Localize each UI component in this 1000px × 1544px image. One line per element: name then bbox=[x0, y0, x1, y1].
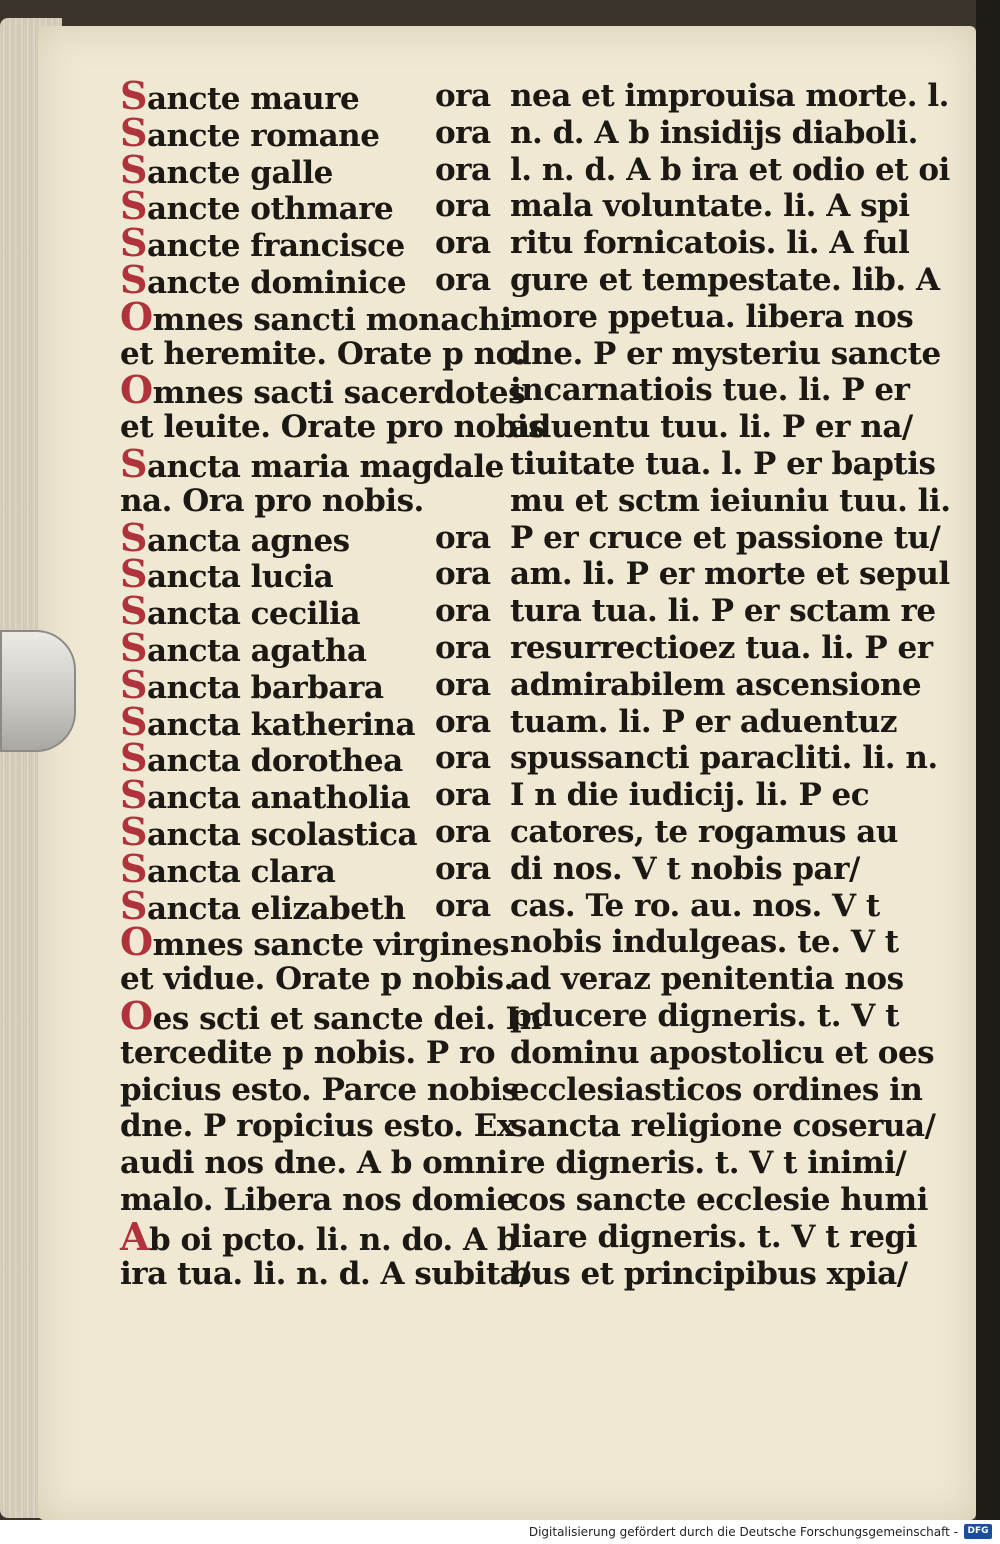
line-body: ancta dorothea bbox=[146, 743, 403, 780]
ora-response: ora bbox=[435, 629, 491, 666]
line-body: b oi pcto. li. n. do. A b bbox=[148, 1221, 518, 1258]
line-text bbox=[120, 1182, 516, 1219]
line-body: ancta cecilia bbox=[146, 596, 361, 633]
text-line: nea et improuisa morte. l. bbox=[510, 78, 949, 114]
ora-response: ora bbox=[435, 703, 491, 740]
rubric-initial: S bbox=[120, 661, 147, 707]
text-line: cos sancte ecclesie humi bbox=[510, 1181, 928, 1218]
ora-response: ora bbox=[435, 225, 491, 262]
ora-response: ora bbox=[435, 666, 491, 703]
line-text bbox=[120, 1108, 515, 1145]
ora-response: ora bbox=[435, 114, 491, 151]
rubric-initial: O bbox=[120, 992, 153, 1038]
footer-bar bbox=[0, 1520, 1000, 1544]
line-text bbox=[120, 661, 384, 707]
ora-response: ora bbox=[435, 188, 491, 225]
rubric-initial: S bbox=[120, 882, 147, 928]
rubric-initial: S bbox=[120, 735, 147, 781]
text-line bbox=[120, 1108, 515, 1145]
line-body: et heremite. Orate p no. bbox=[120, 335, 526, 372]
text-line: I n die iudicij. li. P ec bbox=[510, 777, 870, 814]
ora-response: ora bbox=[435, 887, 491, 924]
text-line bbox=[120, 73, 491, 118]
text-line: nobis indulgeas. te. V t bbox=[510, 924, 899, 961]
line-text bbox=[120, 256, 407, 302]
line-text bbox=[120, 992, 542, 1038]
rubric-initial: O bbox=[120, 293, 153, 339]
line-text bbox=[120, 588, 361, 634]
line-text bbox=[120, 220, 405, 266]
text-line: pducere digneris. t. V t bbox=[510, 997, 899, 1034]
text-line: admirabilem ascensione bbox=[510, 666, 922, 703]
text-line bbox=[120, 772, 491, 818]
text-line bbox=[120, 845, 491, 891]
text-line bbox=[120, 661, 491, 707]
rubric-initial: S bbox=[120, 183, 147, 229]
text-line: tura tua. li. P er sctam re bbox=[510, 593, 936, 630]
line-text bbox=[120, 961, 514, 998]
line-text bbox=[120, 336, 526, 373]
text-line bbox=[120, 220, 491, 266]
text-line: bus et principibus xpia/ bbox=[510, 1255, 908, 1292]
text-line: dne. P er mysteriu sancte bbox=[510, 335, 941, 372]
line-text bbox=[120, 367, 526, 413]
ora-response: ora bbox=[435, 556, 491, 593]
text-line bbox=[120, 551, 491, 597]
text-line: cas. Te ro. au. nos. V t bbox=[510, 887, 880, 924]
text-line bbox=[120, 1181, 516, 1219]
line-body: mnes sancti monachi bbox=[152, 301, 512, 338]
ora-response: ora bbox=[435, 813, 491, 850]
line-text bbox=[120, 882, 406, 928]
text-line bbox=[120, 1071, 519, 1109]
ora-response: ora bbox=[435, 850, 491, 887]
text-line: tuam. li. P er aduentuz bbox=[510, 703, 897, 740]
line-body: ancta clara bbox=[146, 853, 336, 890]
line-text bbox=[120, 808, 418, 854]
ora-response: ora bbox=[435, 740, 491, 777]
text-line bbox=[120, 146, 491, 192]
text-line: sancta religione coserua/ bbox=[510, 1108, 936, 1145]
line-text bbox=[120, 1256, 530, 1293]
line-text bbox=[120, 845, 336, 891]
rubric-initial: S bbox=[120, 845, 147, 891]
text-line bbox=[120, 919, 509, 965]
line-text bbox=[120, 409, 545, 446]
line-text bbox=[120, 919, 509, 965]
text-line: tiuitate tua. l. P er baptis bbox=[510, 445, 936, 482]
text-line: di nos. V t nobis par/ bbox=[510, 850, 860, 887]
text-line bbox=[120, 735, 491, 781]
text-line bbox=[120, 293, 512, 339]
text-line: aduentu tuu. li. P er na/ bbox=[510, 409, 913, 446]
line-body: es scti et sancte dei. In bbox=[152, 1000, 542, 1037]
text-line: ritu fornicatois. li. A ful bbox=[510, 225, 910, 262]
ora-response: ora bbox=[435, 261, 491, 298]
text-line bbox=[120, 1145, 508, 1182]
text-line bbox=[120, 1213, 518, 1259]
text-line: mala voluntate. li. A spi bbox=[510, 188, 910, 225]
line-text bbox=[120, 483, 424, 520]
line-text bbox=[120, 109, 380, 155]
rubric-initial: S bbox=[120, 220, 147, 266]
book-cover-edge bbox=[976, 0, 1000, 1520]
line-body: ancta lucia bbox=[146, 559, 334, 596]
text-line bbox=[120, 1034, 496, 1072]
line-body: ancta anatholia bbox=[146, 780, 411, 817]
rubric-initial: S bbox=[120, 698, 147, 744]
text-line: l. n. d. A b ira et odio et oi bbox=[510, 151, 950, 188]
line-text bbox=[120, 772, 411, 818]
line-body: ira tua. li. n. d. A subita/ bbox=[120, 1255, 531, 1292]
rubric-initial: O bbox=[120, 919, 153, 965]
text-line bbox=[120, 514, 491, 560]
text-line: more ppetua. libera nos bbox=[510, 298, 914, 335]
line-text bbox=[120, 514, 350, 560]
text-line bbox=[120, 256, 491, 302]
line-body: ancta elizabeth bbox=[146, 890, 406, 927]
text-line bbox=[120, 483, 490, 520]
line-text bbox=[120, 293, 512, 339]
line-body: ancte francisce bbox=[146, 228, 405, 265]
rubric-initial: S bbox=[120, 808, 147, 854]
line-body: ancta agatha bbox=[146, 632, 367, 669]
line-body: ancta agnes bbox=[146, 522, 350, 559]
text-line: n. d. A b insidijs diaboli. bbox=[510, 114, 918, 151]
line-body: ancte maure bbox=[146, 81, 360, 117]
rubric-initial: S bbox=[120, 109, 147, 155]
line-body: et leuite. Orate pro nobis bbox=[120, 409, 546, 446]
line-body: picius esto. Parce nobis bbox=[120, 1071, 519, 1108]
rubric-initial: S bbox=[120, 73, 147, 118]
line-body: ancte galle bbox=[146, 154, 333, 191]
line-text bbox=[120, 440, 504, 486]
text-line bbox=[120, 409, 546, 446]
line-body: ancta katherina bbox=[146, 706, 416, 743]
ora-response: ora bbox=[435, 593, 491, 630]
line-text bbox=[120, 146, 333, 192]
ora-response: ora bbox=[435, 777, 491, 814]
line-text bbox=[120, 183, 394, 229]
text-line: re digneris. t. V t inimi/ bbox=[510, 1145, 907, 1182]
text-line: gure et tempestate. lib. A bbox=[510, 261, 940, 298]
text-line: ecclesiasticos ordines in bbox=[510, 1071, 923, 1108]
text-line: ad veraz penitentia nos bbox=[510, 961, 904, 998]
line-body: tercedite p nobis. P ro bbox=[120, 1034, 496, 1071]
text-line: incarnatiois tue. li. P er bbox=[510, 372, 910, 409]
left-text-column bbox=[120, 73, 546, 1292]
rubric-initial: S bbox=[120, 146, 147, 192]
text-line bbox=[120, 183, 491, 229]
line-text bbox=[120, 1145, 508, 1182]
text-line: dominu apostolicu et oes bbox=[510, 1034, 935, 1071]
line-body: ancta scolastica bbox=[146, 816, 418, 853]
right-text-column bbox=[510, 78, 951, 1292]
line-text bbox=[120, 73, 360, 118]
line-text bbox=[120, 735, 403, 781]
text-line bbox=[120, 440, 504, 486]
text-line: catores, te rogamus au bbox=[510, 813, 898, 850]
rubric-initial: A bbox=[120, 1213, 149, 1259]
text-line: spussancti paracliti. li. n. bbox=[510, 740, 938, 777]
line-body: audi nos dne. A b omni bbox=[120, 1145, 508, 1182]
rubric-initial: S bbox=[120, 440, 147, 486]
line-text bbox=[120, 1213, 518, 1259]
rubric-initial: S bbox=[120, 514, 147, 560]
text-line: resurrectioez tua. li. P er bbox=[510, 629, 933, 666]
text-line bbox=[120, 698, 491, 744]
rubric-initial: S bbox=[120, 256, 147, 302]
text-line: liare digneris. t. V t regi bbox=[510, 1218, 917, 1255]
text-line bbox=[120, 624, 491, 670]
text-line bbox=[120, 1255, 531, 1293]
line-text bbox=[120, 624, 367, 670]
line-text bbox=[120, 1072, 519, 1109]
text-line bbox=[120, 961, 514, 998]
text-line bbox=[120, 808, 491, 854]
book-clasp bbox=[0, 630, 76, 752]
line-body: dne. P ropicius esto. Ex bbox=[120, 1108, 515, 1145]
line-body: et vidue. Orate p nobis. bbox=[120, 961, 514, 998]
footer-credit: Digitalisierung gefördert durch die Deutsche Forschungsgemeinschaft - bbox=[528, 1525, 958, 1539]
line-body: ancte othmare bbox=[146, 191, 394, 228]
line-body: ancte romane bbox=[146, 117, 380, 154]
line-body: ancta maria magdale bbox=[146, 448, 504, 485]
text-line: am. li. P er morte et sepul bbox=[510, 556, 950, 593]
text-line bbox=[120, 335, 526, 373]
rubric-initial: O bbox=[120, 367, 153, 413]
dfg-logo: DFG bbox=[964, 1524, 992, 1539]
ora-response: ora bbox=[435, 519, 491, 556]
line-body: mnes sancte virgines bbox=[152, 927, 509, 964]
rubric-initial: S bbox=[120, 551, 147, 597]
line-text bbox=[120, 1035, 495, 1072]
line-body: na. Ora pro nobis. bbox=[120, 482, 424, 519]
text-line bbox=[120, 992, 542, 1038]
text-line bbox=[120, 588, 491, 634]
line-body: malo. Libera nos domie bbox=[120, 1181, 516, 1218]
text-line: P er cruce et passione tu/ bbox=[510, 519, 941, 556]
rubric-initial: S bbox=[120, 588, 147, 634]
line-body: mnes sacti sacerdotes bbox=[152, 375, 526, 412]
text-line bbox=[120, 367, 526, 413]
text-line bbox=[120, 109, 491, 155]
text-line bbox=[120, 882, 491, 928]
ora-response: ora bbox=[435, 78, 491, 114]
rubric-initial: S bbox=[120, 772, 147, 818]
ora-response: ora bbox=[435, 151, 491, 188]
text-line: mu et sctm ieiuniu tuu. li. bbox=[510, 482, 951, 519]
line-text bbox=[120, 698, 416, 744]
line-body: ancte dominice bbox=[146, 264, 407, 301]
line-body: ancta barbara bbox=[146, 669, 384, 706]
line-text bbox=[120, 551, 334, 597]
rubric-initial: S bbox=[120, 624, 147, 670]
